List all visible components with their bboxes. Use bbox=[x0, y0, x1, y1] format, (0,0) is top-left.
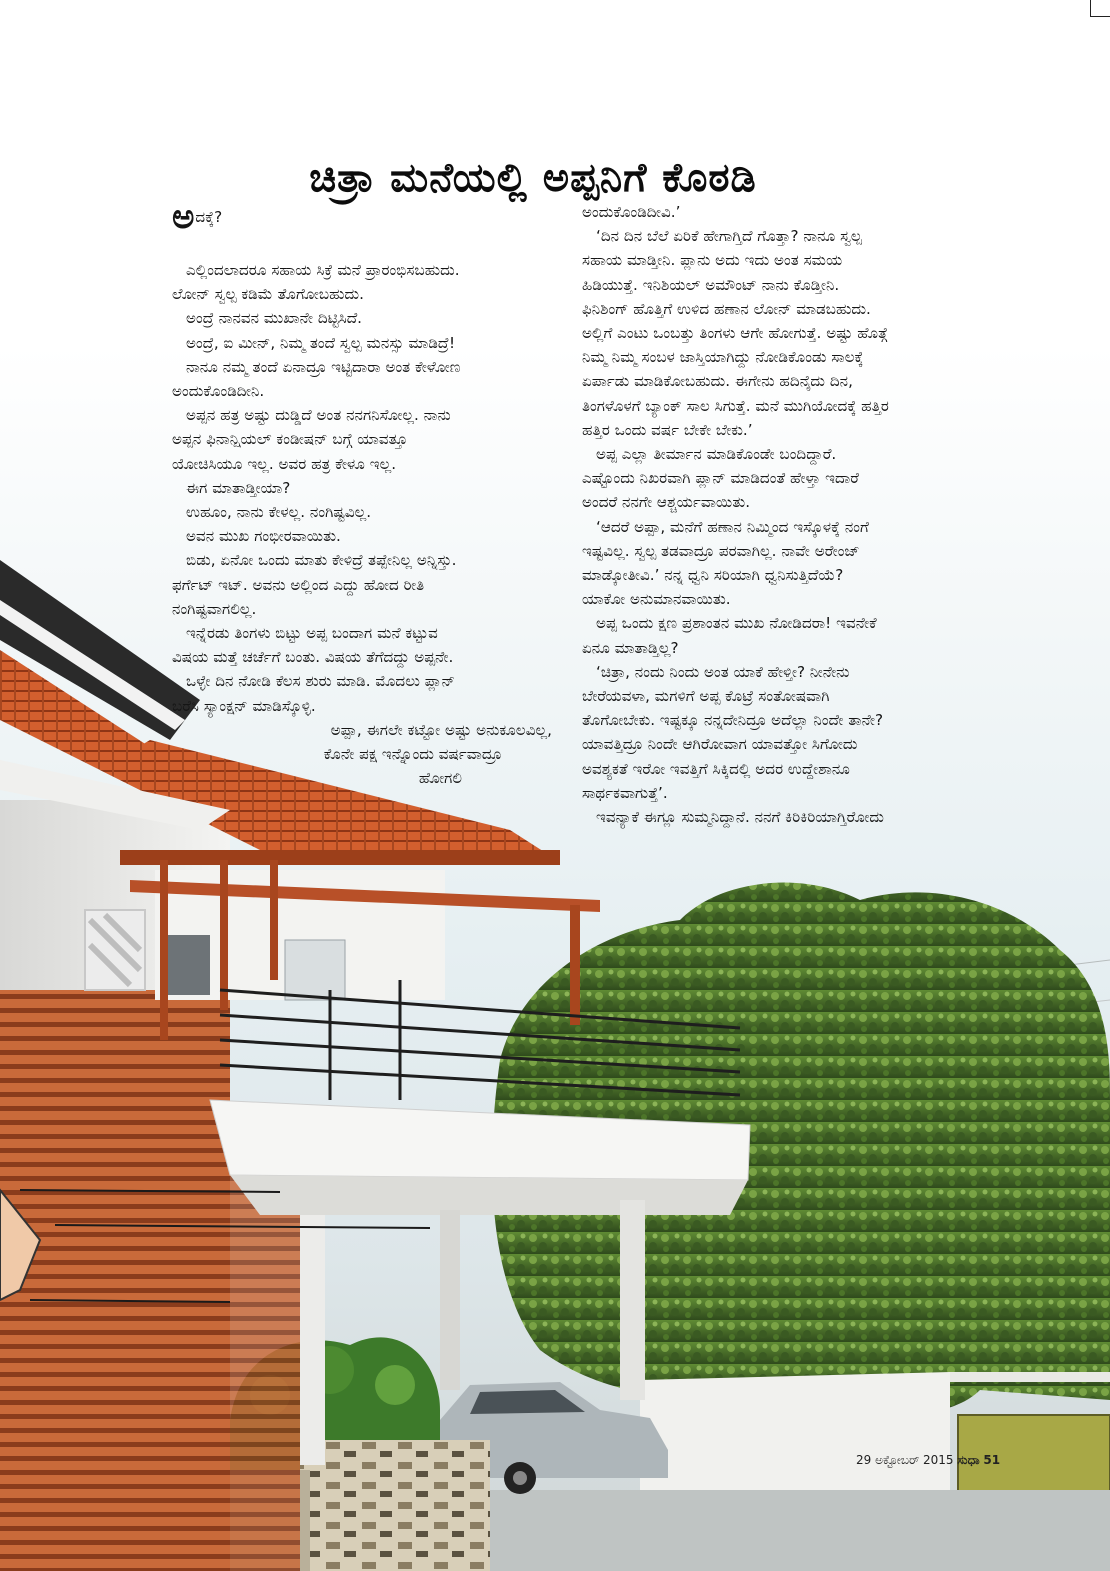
paragraph-line: ಅಂದುಕೊಂಡಿದೀವಿ.’ bbox=[582, 203, 681, 221]
article-column-right bbox=[582, 200, 982, 829]
paragraph-line: ಇವನ್ಯಾಕೆ ಈಗ್ಲೂ ಸುಮ್ಮನಿದ್ದಾನೆ. ನನಗೆ ಕಿರಿಕಿರಿಯಾಗ್ತಿರೋದು bbox=[596, 808, 884, 827]
left-body bbox=[172, 258, 552, 718]
paragraph-line: ಈಗ ಮಾತಾಡ್ತೀಯಾ? bbox=[186, 478, 291, 497]
paragraph-line: ಹತ್ತಿರ ಒಂದು ವರ್ಷ ಬೇಕೇ ಬೇಕು.’ bbox=[582, 420, 753, 439]
closing-line: ಅಪ್ಪಾ, ಈಗಲೇ ಕಟ್ಟೋ ಅಷ್ಟು ಅನುಕೂಲವಿಲ್ಲ, bbox=[330, 720, 552, 739]
paragraph-line: ಅಂದುಕೊಂಡಿದೀನಿ. bbox=[172, 382, 265, 401]
paragraph-line: ನಾನೂ ನಮ್ಮ ತಂದೆ ಏನಾದ್ರೂ ಇಟ್ಟಿದಾರಾ ಅಂತ ಕೇಳೋಣ bbox=[186, 357, 461, 376]
paragraph-line: ಸಹಾಯ ಮಾಡ್ತೀನಿ. ಪ್ಲಾನು ಅದು ಇದು ಅಂತ ಸಮಯ bbox=[582, 251, 843, 270]
paragraph-line: ಬರೆಸಿ ಸ್ಯಾಂಕ್ಷನ್ ಮಾಡಿಸ್ಕೊಳ್ಳಿ. bbox=[172, 696, 316, 715]
paragraph-line: ಹಿಡಿಯುತ್ತೆ. ಇನಿಶಿಯಲ್ ಅಮೌಂಟ್ ನಾನು ಕೊಡ್ತೀನಿ. bbox=[582, 275, 840, 294]
issue-date: 29 ಅಕ್ಟೋಬರ್ 2015 bbox=[856, 1453, 954, 1467]
article-column-left bbox=[172, 197, 552, 790]
paragraph-line: ಇಷ್ಟವಿಲ್ಲ. ಸ್ವಲ್ಪ ತಡವಾದ್ರೂ ಪರವಾಗಿಲ್ಲ. ನಾವೇ ಅರೇಂಜ್ bbox=[582, 541, 860, 560]
paragraph-line: ಅಪ್ಪ ಎಲ್ಲಾ ತೀರ್ಮಾನ ಮಾಡಿಕೊಂಡೇ ಬಂದಿದ್ದಾರೆ. bbox=[596, 445, 837, 464]
paragraph-line: ಅಪ್ಪನ ಹತ್ರ ಅಷ್ಟು ದುಡ್ಡಿದೆ ಅಂತ ನನಗನಿಸೋಲ್ಲ. ನಾನು bbox=[186, 406, 451, 425]
crop-mark bbox=[1090, 16, 1110, 17]
paragraph-line: ‘ಆದರೆ ಅಪ್ಪಾ, ಮನೆಗೆ ಹಣಾನ ನಿಮ್ಮಿಂದ ಇಸ್ಕೊಳಕ್ಕೆ ನಂಗೆ bbox=[596, 517, 869, 536]
paragraph-line: ಅಲ್ಲಿಗೆ ಎಂಟು ಒಂಬತ್ತು ತಿಂಗಳು ಆಗೇ ಹೋಗುತ್ತೆ. ಅಷ್ಟು ಹೊತ್ಗೆ bbox=[582, 324, 888, 343]
paragraph-line: ಏನೂ ಮಾತಾಡ್ತಿಲ್ಲ? bbox=[582, 638, 679, 657]
paragraph-line: ಫಿನಿಶಿಂಗ್ ಹೊತ್ತಿಗೆ ಉಳಿದ ಹಣಾನ ಲೋನ್ ಮಾಡಬಹುದು. bbox=[582, 299, 871, 318]
paragraph-line: ಯಾಕೋ ಅನುಮಾನವಾಯಿತು. bbox=[582, 590, 731, 609]
left-closing bbox=[172, 718, 552, 791]
paragraph-line: ನಂಗಿಷ್ಟವಾಗಲಿಲ್ಲ. bbox=[172, 599, 257, 618]
closing-line: ಹೋಗಲಿ bbox=[418, 769, 462, 788]
paragraph-line: ಅಂದರೆ ನನಗೇ ಆಶ್ಚರ್ಯವಾಯಿತು. bbox=[582, 493, 751, 512]
paragraph-line: ಅಂದ್ರೆ, ಐ ಮೀನ್, ನಿಮ್ಮ ತಂದೆ ಸ್ವಲ್ಪ ಮನಸ್ಸು ಮಾಡಿದ್ರೆ! bbox=[186, 333, 456, 352]
paragraph-line: ಬಿಡು, ಏನೋ ಒಂದು ಮಾತು ಕೇಳಿದ್ರೆ ತಪ್ಪೇನಿಲ್ಲ ಅನ್ನಿಸ್ತು. bbox=[186, 551, 457, 570]
page-footer bbox=[856, 1453, 1000, 1468]
paragraph-line: ಏರ್ಪಾಡು ಮಾಡಿಕೋಬಹುದು. ಈಗೇನು ಹದಿನೈದು ದಿನ, bbox=[582, 372, 853, 391]
paragraph-line: ‘ದಿನ ದಿನ ಬೆಲೆ ಏರಿಕೆ ಹೇಗಾಗ್ತಿದೆ ಗೊತ್ತಾ? ನಾನೂ ಸ್ವಲ್ಪ bbox=[596, 227, 862, 246]
paragraph-line: ನಿಮ್ಮ ನಿಮ್ಮ ಸಂಬಳ ಜಾಸ್ತಿಯಾಗಿದ್ದು ನೋಡಿಕೊಂಡು ಸಾಲಕ್ಕೆ bbox=[582, 348, 864, 367]
paragraph-line: ‘ಚಿತ್ರಾ, ನಂದು ನಿಂದು ಅಂತ ಯಾಕೆ ಹೇಳ್ತೀ? ನೀನೇನು bbox=[596, 662, 850, 681]
paragraph-line: ತಿಂಗಳೊಳಗೆ ಬ್ಯಾಂಕ್ ಸಾಲ ಸಿಗುತ್ತೆ. ಮನೆ ಮುಗಿಯೋದಕ್ಕೆ ಹತ್ತಿರ bbox=[582, 396, 889, 415]
drop-cap: ಅ bbox=[172, 197, 195, 237]
paragraph-line: ಅಂದ್ರೆ ನಾನವನ ಮುಖಾನೇ ದಿಟ್ಟಿಸಿದೆ. bbox=[186, 309, 363, 328]
paragraph-line: ಅಪ್ಪ ಒಂದು ಕ್ಷಣ ಪ್ರಶಾಂತನ ಮುಖ ನೋಡಿದರಾ! ಇವನೇಕೆ bbox=[596, 614, 877, 633]
magazine-name: ಸುಧಾ bbox=[957, 1453, 980, 1467]
paragraph-line: ಇನ್ನೆರಡು ತಿಂಗಳು ಬಿಟ್ಟು ಅಪ್ಪ ಬಂದಾಗ ಮನೆ ಕಟ್ಟುವ bbox=[186, 624, 438, 643]
closing-line: ಕೊನೇ ಪಕ್ಷ ಇನ್ನೊಂದು ವರ್ಷವಾದ್ರೂ bbox=[323, 745, 502, 764]
paragraph-line: ಅವಶ್ಯಕತೆ ಇರೋ ಇವತ್ತಿಗೆ ಸಿಕ್ಕಿದಲ್ಲಿ ಅದರ ಉದ್ದೇಶಾನೂ bbox=[582, 759, 850, 778]
paragraph-line: ಸಾರ್ಥಕವಾಗುತ್ತೆ’. bbox=[582, 783, 668, 802]
paragraph-line: ಅವನ ಮುಖ ಗಂಭೀರವಾಯಿತು. bbox=[186, 527, 341, 546]
paragraph-line: ಅಪ್ಪನ ಫಿನಾನ್ಷಿಯಲ್ ಕಂಡೀಷನ್ ಬಗ್ಗೆ ಯಾವತ್ತೂ bbox=[172, 430, 408, 449]
paragraph-line: ಲೋನ್ ಸ್ವಲ್ಪ ಕಡಿಮೆ ತೊಗೋಬಹುದು. bbox=[172, 285, 364, 304]
paragraph-line: ಮಾಡ್ಕೋತೀವಿ.’ ನನ್ನ ಧ್ವನಿ ಸರಿಯಾಗಿ ಧ್ವನಿಸುತ್ತಿದೆಯೆ? bbox=[582, 566, 844, 585]
paragraph-line: ಒಳ್ಳೇ ದಿನ ನೋಡಿ ಕೆಲಸ ಶುರು ಮಾಡಿ. ಮೊದಲು ಪ್ಲಾನ್ bbox=[186, 672, 456, 691]
article-title: ಚಿತ್ರಾ ಮನೆಯಲ್ಲಿ ಅಪ್ಪನಿಗೆ ಕೊಠಡಿ bbox=[309, 154, 757, 201]
paragraph-line: ಉಹೂಂ, ನಾನು ಕೇಳಲ್ಲ. ನಂಗಿಷ್ಟವಿಲ್ಲ. bbox=[186, 503, 372, 522]
paragraph-line: ವಿಷಯ ಮತ್ತೆ ಚರ್ಚೆಗೆ ಬಂತು. ವಿಷಯ ತೆಗೆದದ್ದು ಅಪ್ಪನೇ. bbox=[172, 648, 454, 667]
article-opening: ಅದಕ್ಕೆ? bbox=[172, 197, 223, 237]
page-number: 51 bbox=[983, 1453, 1001, 1467]
paragraph-line: ಯೋಚಿಸಿಯೂ ಇಲ್ಲ. ಅವರ ಹತ್ರ ಕೇಳೂ ಇಲ್ಲ. bbox=[172, 454, 397, 473]
paragraph-line: ಬೇರೆಯವಳಾ, ಮಗಳಿಗೆ ಅಪ್ಪ ಕೊಟ್ರೆ ಸಂತೋಷವಾಗಿ bbox=[582, 687, 830, 706]
paragraph-line: ಎಲ್ಲಿಂದಲಾದರೂ ಸಹಾಯ ಸಿಕ್ರೆ ಮನೆ ಪ್ರಾರಂಭಿಸಬಹುದು. bbox=[186, 261, 460, 279]
paragraph-line: ಎಷ್ಟೊಂದು ನಿಖರವಾಗಿ ಪ್ಲಾನ್ ಮಾಡಿದಂತೆ ಹೇಳ್ತಾ ಇದಾರೆ bbox=[582, 469, 859, 488]
right-body bbox=[582, 200, 982, 829]
crop-mark bbox=[1090, 0, 1091, 16]
paragraph-line: ಯಾವತ್ತಿದ್ರೂ ನಿಂದೇ ಆಗಿರೋವಾಗ ಯಾವತ್ತೋ ಸಿಗೋದು bbox=[582, 735, 858, 754]
paragraph-line: ಫರ್ಗೆಟ್ ಇಟ್. ಅವನು ಅಲ್ಲಿಂದ ಎದ್ದು ಹೋದ ರೀತಿ bbox=[172, 575, 425, 594]
paragraph-line: ತೊಗೋಬೇಕು. ಇಷ್ಟಕ್ಕೂ ನನ್ನದೇನಿದ್ರೂ ಅದೆಲ್ಲಾ ನಿಂದೇ ತಾನೇ? bbox=[582, 711, 884, 730]
